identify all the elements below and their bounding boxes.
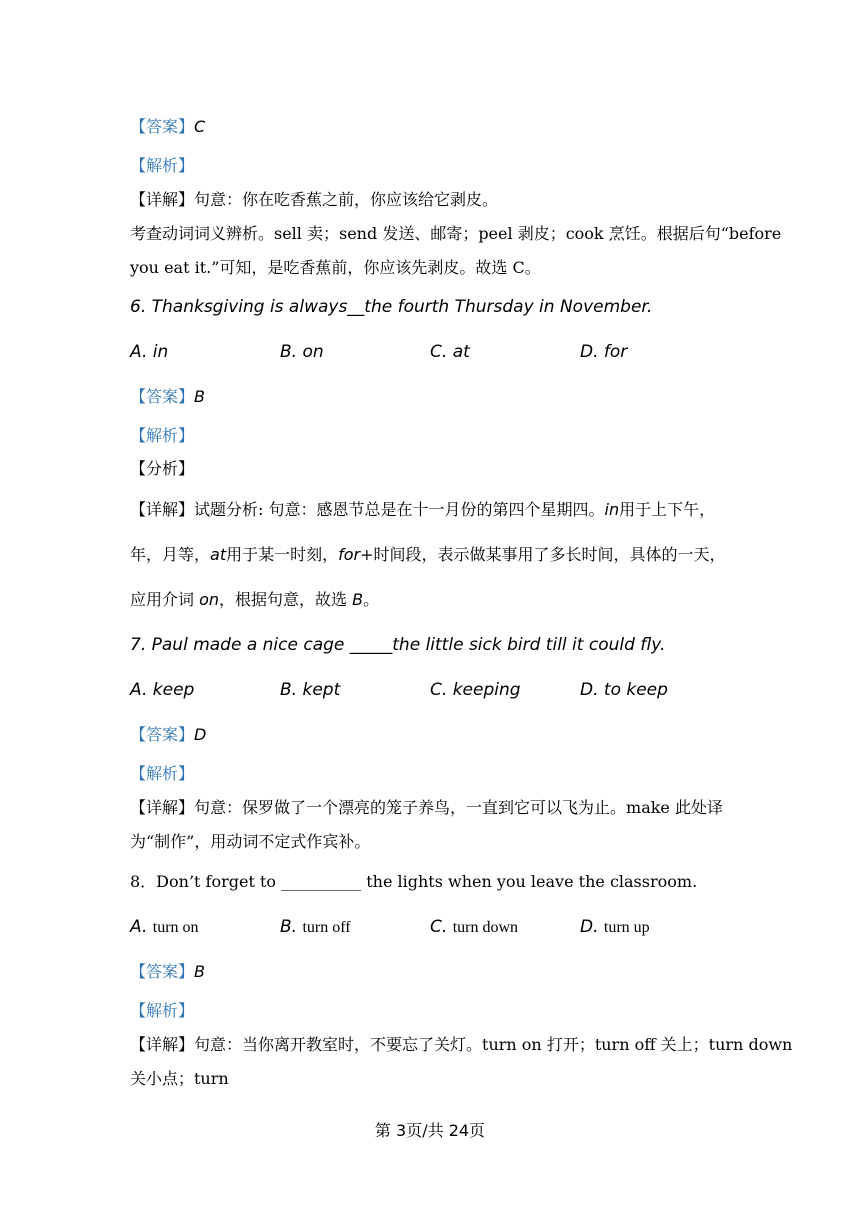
fenxi-line [130,459,194,479]
analysis-tag: 【解析】 [130,156,195,175]
page-number: 3 [396,1121,407,1140]
detail-text: 句意：你在吃香蕉之前，你应该给它剥皮。 [194,190,499,209]
option-b: B. kept [280,680,341,700]
answer-value: B [194,387,205,406]
answer-tag: 【答案】 [130,725,195,744]
detail-text-line: you eat it.”可知，是吃香蕉前，你应该先剥皮。故选 C。 [130,258,541,277]
detail-text-line: 为“制作”，用动词不定式作宾补。 [130,832,371,851]
page-footer: 第 3页/共 24页 [374,1121,486,1140]
detail-text-line: 年，月等，at用于某一时刻，for+时间段，表示做某事用了多长时间，具体的一天， [130,545,726,564]
answer-value: C [194,117,206,136]
detail-line [130,190,498,210]
detail-text-line: 应用介词 on，根据句意，故选 B。 [130,590,380,609]
question-8: 8．Don’t forget to __________ the lights when you leave the classroom. [130,872,698,891]
option-d: D. to keep [580,680,668,700]
option-c: C. turn down [430,917,519,937]
answer-tag: 【答案】 [130,117,195,136]
analysis-tag: 【解析】 [130,764,195,783]
analysis-line [130,156,194,176]
detail-line: 【详解】句意：保罗做了一个漂亮的笼子养鸟，一直到它可以飞为止。make 此处译 [130,798,723,817]
detail-text-line: 考查动词词义辨析。sell 卖；send 发送、邮寄；peel 剥皮；cook 烹饪。根据后句“before [130,224,782,243]
detail-line: 【详解】句意：当你离开教室时，不要忘了关灯。turn on 打开；turn off 关上；turn down [130,1035,793,1054]
option-a: A. turn on [130,917,199,937]
answer-tag: 【答案】 [130,387,195,406]
detail-text-line: 关小点；turn [130,1069,229,1088]
detail-tag: 【详解】 [130,798,195,817]
total-pages: 24 [448,1121,470,1140]
answer-value: B [194,962,205,981]
analysis-tag: 【解析】 [130,1001,195,1020]
analysis-line [130,1001,194,1021]
answer-line [130,387,205,407]
detail-tag: 【详解】 [130,500,195,519]
option-d: D. turn up [580,917,650,937]
option-b: B. turn off [280,917,351,937]
fenxi-tag: 【分析】 [130,459,195,478]
answer-line [130,962,205,982]
detail-tag: 【详解】 [130,1035,195,1054]
analysis-tag: 【解析】 [130,426,195,445]
detail-line: 【详解】试题分析: 句意：感恩节总是在十一月份的第四个星期四。in用于上下午， [130,500,716,519]
answer-value: D [194,725,207,744]
analysis-line [130,764,194,784]
option-a: A. keep [130,680,195,700]
answer-tag: 【答案】 [130,962,195,981]
question-7: 7. Paul made a nice cage _____the little sick bird till it could fly. [130,635,666,655]
option-c: C. keeping [430,680,521,700]
analysis-line [130,426,194,446]
detail-tag: 【详解】 [130,190,195,209]
option-a: A. in [130,342,169,362]
question-6: 6. Thanksgiving is always__the fourth Thursday in November. [130,297,653,317]
option-b: B. on [280,342,324,362]
option-d: D. for [580,342,628,362]
answer-line [130,117,205,137]
option-c: C. at [430,342,470,362]
answer-line [130,725,206,745]
